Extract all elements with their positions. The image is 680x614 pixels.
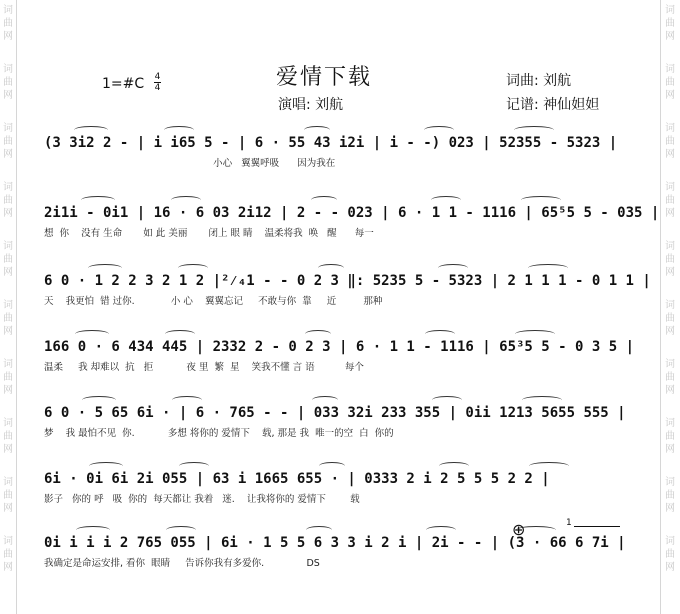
coda-marker: ⊕ [512, 520, 526, 539]
slur-mark [178, 264, 208, 272]
slur-mark [164, 126, 194, 134]
score-sheet [18, 0, 660, 614]
watermark-char: 词 [665, 123, 675, 134]
watermark-char: 词 [3, 418, 13, 429]
slur-mark [528, 264, 568, 272]
score-row [44, 404, 656, 440]
slur-mark [312, 396, 338, 404]
score-row [44, 204, 660, 240]
watermark-char: 词 [3, 241, 13, 252]
watermark-char: 网 [3, 208, 13, 219]
singer-credit: 演唱: 刘航 [278, 97, 344, 113]
slur-mark [311, 196, 337, 204]
watermark-char: 曲 [3, 431, 13, 442]
watermark-right [662, 0, 678, 614]
watermark-char: 网 [3, 326, 13, 337]
watermark-char: 曲 [3, 254, 13, 265]
watermark-char: 词 [3, 359, 13, 370]
watermark-char: 曲 [665, 372, 675, 383]
watermark-char: 网 [665, 267, 675, 278]
slur-mark [305, 330, 331, 338]
slur-mark [82, 396, 116, 404]
slur-mark [306, 526, 332, 534]
lyric-line: 影子 你的 呼 吸 你的 每天都让 我着 迷. 让我将你的 爱情下 载 [44, 494, 360, 505]
watermark-char: 曲 [665, 254, 675, 265]
watermark-char: 词 [665, 477, 675, 488]
watermark-char: 曲 [665, 77, 675, 88]
watermark-char: 曲 [3, 313, 13, 324]
watermark-char: 词 [3, 536, 13, 547]
watermark-char: 曲 [3, 195, 13, 206]
slur-mark [522, 396, 562, 404]
watermark-char: 曲 [3, 136, 13, 147]
key-signature: 1=#C [102, 76, 145, 92]
score-row [44, 534, 656, 570]
watermark-char: 词 [3, 300, 13, 311]
score-row [44, 272, 656, 308]
watermark-char: 曲 [665, 136, 675, 147]
slur-mark [81, 196, 115, 204]
watermark-char: 网 [665, 503, 675, 514]
time-signature [154, 73, 161, 92]
lyric-line: 想 你 没有 生命 如 此 美丽 闭上 眼 睛 温柔将我 唤 醒 每一 [44, 228, 374, 239]
slur-mark [75, 330, 109, 338]
lyric-line: 温柔 我 却难以 抗 拒 夜 里 繁 星 笑我不懂 言 语 每个 [44, 362, 364, 373]
watermark-char: 词 [665, 182, 675, 193]
slur-mark [76, 526, 110, 534]
notation-line: 0i i i i 2 765 055 | 6i · 1 5 5 6 3 3 i 2 i | 2i - - | (3 · 66 6 7i | [44, 535, 626, 551]
watermark-char: 网 [3, 267, 13, 278]
watermark-char: 网 [3, 90, 13, 101]
watermark-char: 曲 [665, 549, 675, 560]
volta-label: 1 [566, 518, 572, 528]
slur-mark [179, 462, 209, 470]
transcriber-credit: 记谱: 神仙妲妲 [506, 97, 600, 113]
volta-bracket [574, 526, 620, 527]
watermark-char: 曲 [665, 431, 675, 442]
watermark-char: 网 [665, 444, 675, 455]
watermark-char: 词 [665, 241, 675, 252]
watermark-char: 网 [665, 31, 675, 42]
watermark-char: 曲 [3, 372, 13, 383]
notation-line: 166 0 · 6 434 445 | 2332 2 - 0 2 3 | 6 · 1 1 - 1116 | 65³5 5 - 0 3 5 | [44, 339, 635, 355]
watermark-char: 网 [665, 90, 675, 101]
slur-mark [166, 526, 196, 534]
watermark-char: 词 [3, 5, 13, 16]
slur-mark [89, 462, 123, 470]
lyric-line: 梦 我 最怕不见 你. 多想 将你的 爱情下 载, 那是 我 唯一的空 白 你的 [44, 428, 394, 439]
score-row [44, 470, 656, 506]
slur-mark [172, 396, 202, 404]
lyric-line: 小心 翼翼呼吸 因为我在 [44, 158, 336, 169]
watermark-char: 曲 [665, 18, 675, 29]
watermark-left [0, 0, 16, 614]
slur-mark [318, 264, 344, 272]
slur-mark [88, 264, 122, 272]
notation-line: 6 0 · 5 65 6i · | 6 · 765 - - | 033 32i 233 355 | 0ii 1213 5655 555 | [44, 405, 626, 421]
slur-mark [439, 462, 469, 470]
watermark-char: 曲 [665, 313, 675, 324]
watermark-char: 网 [3, 149, 13, 160]
slur-mark [432, 396, 462, 404]
watermark-char: 网 [665, 385, 675, 396]
slur-mark [165, 330, 195, 338]
watermark-char: 曲 [3, 490, 13, 501]
notation-line: (3 3i2 2 - | i i65 5 - | 6 · 55 43 i2i | i - -) 023 | 52355 - 5323 | [44, 135, 618, 151]
score-row [44, 338, 656, 374]
slur-mark [171, 196, 201, 204]
notation-line: 2i1i - 0i1 | 16 · 6 03 2i12 | 2 - - 023 | 6 · 1 1 - 1116 | 65⁵5 5 - 035 | [44, 205, 660, 221]
watermark-char: 词 [665, 300, 675, 311]
notation-line: 6i · 0i 6i 2i 055 | 63 i 1665 655 · | 0333 2 i 2 5 5 5 2 2 | [44, 471, 550, 487]
slur-mark [438, 264, 468, 272]
slur-mark [74, 126, 108, 134]
lyricist-credit: 词曲: 刘航 [506, 73, 572, 89]
lyric-line: 我确定是命运安排, 看你 眼睛 告诉你我有多爱你. DS [44, 558, 320, 569]
page-edge-left [16, 0, 17, 614]
watermark-char: 曲 [3, 549, 13, 560]
watermark-char: 词 [665, 359, 675, 370]
score-row [44, 134, 656, 170]
watermark-char: 网 [3, 385, 13, 396]
watermark-char: 词 [665, 5, 675, 16]
watermark-char: 词 [665, 536, 675, 547]
slur-mark [529, 462, 569, 470]
watermark-char: 曲 [665, 490, 675, 501]
watermark-char: 词 [665, 64, 675, 75]
watermark-char: 网 [665, 208, 675, 219]
slur-mark [431, 196, 461, 204]
watermark-char: 词 [3, 477, 13, 488]
page-edge-right [660, 0, 661, 614]
watermark-char: 词 [3, 64, 13, 75]
slur-mark [319, 462, 345, 470]
slur-mark [424, 126, 454, 134]
watermark-char: 网 [3, 562, 13, 573]
meter-bottom: 4 [154, 83, 161, 93]
song-title: 爱情下载 [276, 65, 373, 90]
lyric-line: 天 我更怕 错 过你. 小 心 翼翼忘记 不敢与你 靠 近 那种 [44, 296, 383, 307]
slur-mark [521, 196, 561, 204]
watermark-char: 词 [665, 418, 675, 429]
meter-top: 4 [154, 72, 161, 82]
watermark-char: 曲 [3, 77, 13, 88]
watermark-char: 网 [3, 444, 13, 455]
watermark-char: 词 [3, 123, 13, 134]
watermark-char: 网 [3, 31, 13, 42]
watermark-char: 曲 [3, 18, 13, 29]
watermark-char: 曲 [665, 195, 675, 206]
watermark-char: 网 [3, 503, 13, 514]
slur-mark [514, 126, 554, 134]
slur-mark [515, 330, 555, 338]
watermark-char: 网 [665, 562, 675, 573]
notation-line: 6 0 · 1 2 2 3 2 1 2 |²⁄₄1 - - 0 2 3 ‖: 5235 5 - 5323 | 2 1 1 1 - 0 1 1 | [44, 273, 651, 289]
slur-mark [304, 126, 330, 134]
slur-mark [425, 330, 455, 338]
watermark-char: 网 [665, 149, 675, 160]
watermark-char: 词 [3, 182, 13, 193]
watermark-char: 网 [665, 326, 675, 337]
slur-mark [426, 526, 456, 534]
